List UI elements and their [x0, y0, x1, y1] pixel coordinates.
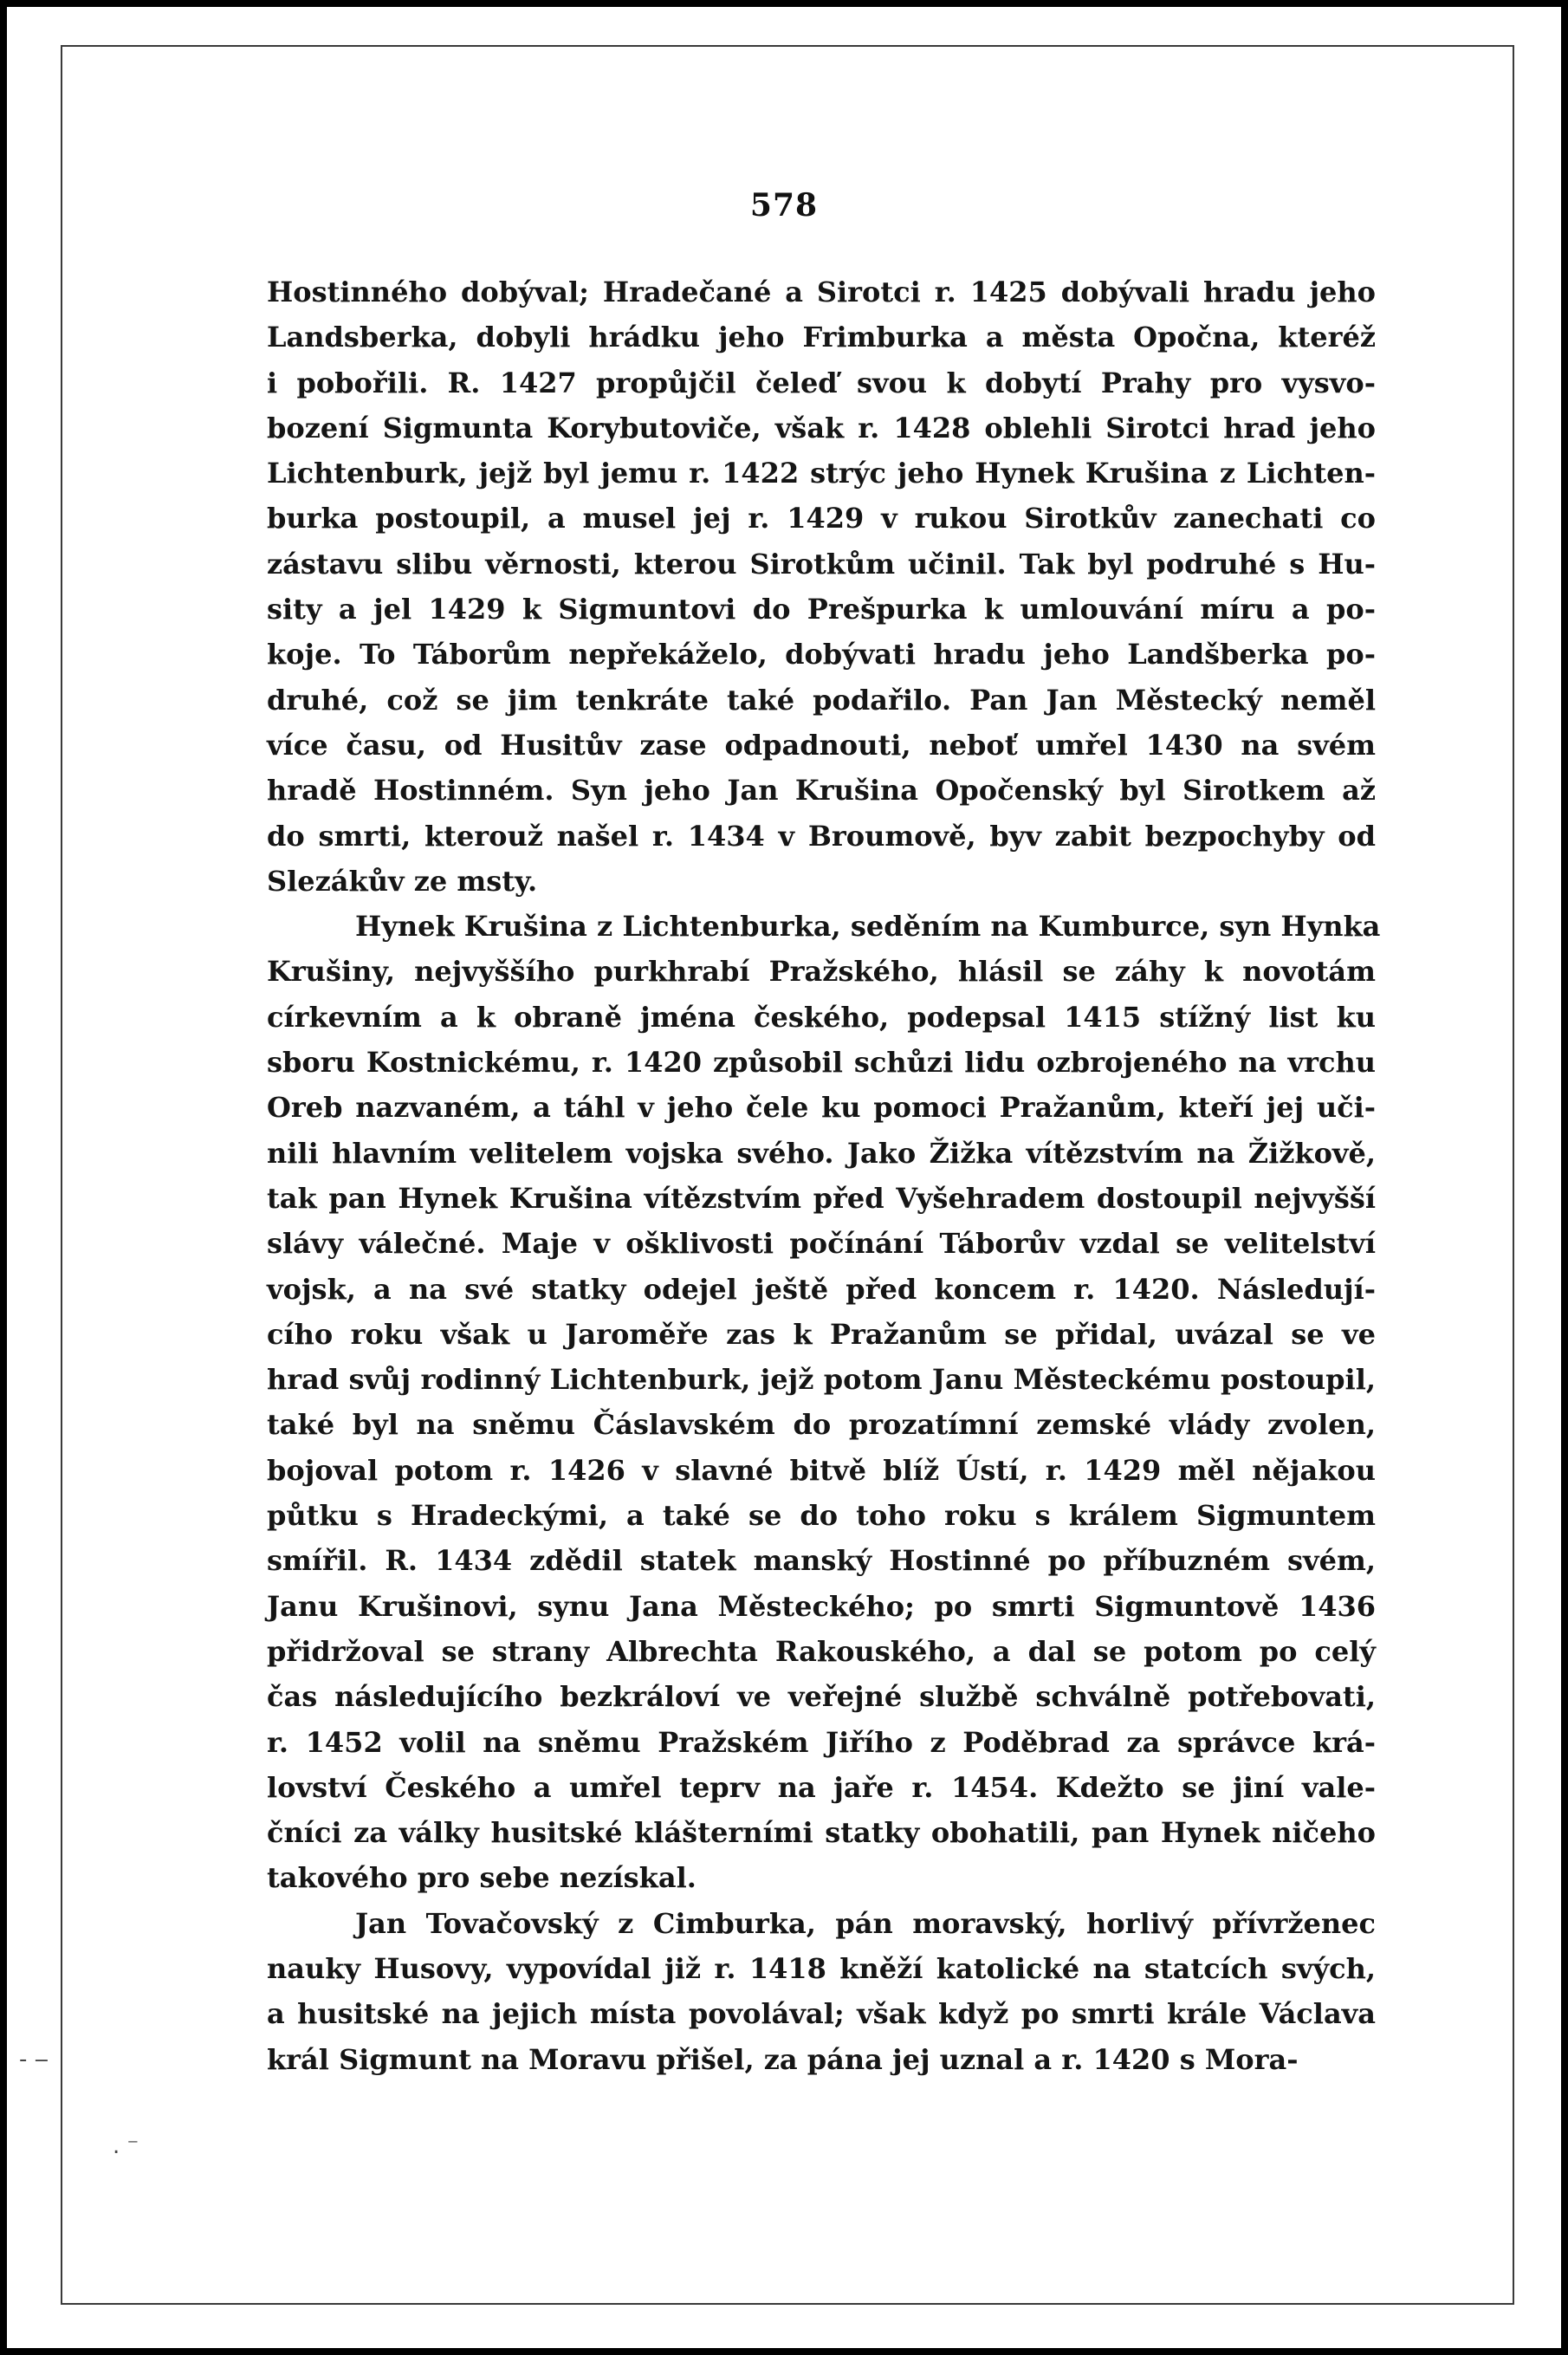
text-line: Oreb nazvaném, a táhl v jeho čele ku pomoci Pražanům, kteří jej uči- — [267, 1091, 1376, 1125]
text-line: druhé, což se jim tenkráte také podařilo. Pan Jan Městecký neměl — [267, 683, 1376, 717]
paragraph — [267, 1901, 1376, 2082]
page-number: 578 — [749, 187, 819, 224]
text-line: takového pro sebe nezískal. — [267, 1861, 697, 1895]
text-line: lovství Českého a umřel teprv na jaře r. 1454. Kdežto se jiní vale- — [267, 1770, 1376, 1804]
text-line: hrad svůj rodinný Lichtenburk, jejž potom Janu Městeckému postoupil, — [267, 1363, 1376, 1397]
text-line: hradě Hostinném. Syn jeho Jan Krušina Opočenský byl Sirotkem až — [267, 774, 1376, 808]
text-line: nauky Husovy, vypovídal již r. 1418 kněží katolické na statcích svých, — [267, 1951, 1376, 1985]
paragraph — [267, 904, 1381, 1901]
text-line: nili hlavním velitelem vojska svého. Jako Žižka vítězstvím na Žižkově, — [267, 1136, 1376, 1170]
text-line: také byl na sněmu Čáslavském do prozatímní zemské vlády zvolen, — [267, 1408, 1376, 1442]
text-line: burka postoupil, a musel jej r. 1429 v rukou Sirotkův zanechati co — [267, 502, 1376, 535]
body-text — [267, 269, 1381, 2082]
text-line: koje. To Táborům nepřekáželo, dobývati hradu jeho Landšberka po- — [267, 638, 1376, 671]
text-line: r. 1452 volil na sněmu Pražském Jiřího z Poděbrad za správce krá- — [267, 1725, 1376, 1759]
text-line: smířil. R. 1434 zdědil statek manský Hostinné po příbuzném svém, — [267, 1544, 1376, 1578]
text-line: sity a jel 1429 k Sigmuntovi do Prešpurka k umlouvání míru a po- — [267, 593, 1376, 626]
margin-mark: . ⁻ — [113, 2133, 139, 2159]
text-line: tak pan Hynek Krušina vítězstvím před Vyšehradem dostoupil nejvyšší — [267, 1181, 1376, 1215]
text-line: Krušiny, nejvyššího purkhrabí Pražského, hlásil se záhy k novotám — [267, 955, 1376, 989]
page-sheet — [7, 7, 1561, 2348]
text-line: sboru Kostnickému, r. 1420 způsobil schůzi lidu ozbrojeného na vrchu — [267, 1046, 1376, 1080]
text-line: bození Sigmunta Korybutoviče, však r. 1428 oblehli Sirotci hrad jeho — [267, 411, 1376, 444]
text-line: a husitské na jejich místa povolával; však když po smrti krále Václava — [267, 1997, 1376, 2031]
text-line: Janu Krušinovi, synu Jana Městeckého; po smrti Sigmuntově 1436 — [267, 1589, 1376, 1623]
text-line: Landsberka, dobyli hrádku jeho Frimburka a města Opočna, kteréž — [267, 321, 1376, 354]
text-line: církevním a k obraně jména českého, podepsal 1415 stížný list ku — [267, 1000, 1376, 1034]
paragraph — [267, 269, 1376, 904]
text-line: Hynek Krušina z Lichtenburka, seděním na Kumburce, syn Hynka — [355, 910, 1381, 944]
text-line: cího roku však u Jaroměře zas k Pražanům se přidal, uvázal se ve — [267, 1317, 1376, 1351]
text-line: král Sigmunt na Moravu přišel, za pána jej uznal a r. 1420 s Mora- — [267, 2042, 1299, 2076]
text-line: přidržoval se strany Albrechta Rakouského, a dal se potom po celý — [267, 1634, 1376, 1668]
text-line: čníci za války husitské klášterními statky obohatili, pan Hynek ničeho — [267, 1816, 1376, 1850]
text-line: čas následujícího bezkráloví ve veřejné službě schválně potřebovati, — [267, 1680, 1376, 1714]
text-line: Lichtenburk, jejž byl jemu r. 1422 strýc jeho Hynek Krušina z Lichten- — [267, 457, 1376, 490]
text-line: více času, od Husitův zase odpadnouti, neboť umřel 1430 na svém — [267, 728, 1376, 762]
text-line: slávy válečné. Maje v ošklivosti počínání Táborův vzdal se velitelství — [267, 1227, 1376, 1261]
text-line: Jan Tovačovský z Cimburka, pán moravský, horlivý přívrženec — [355, 1906, 1376, 1940]
text-line: i pobořili. R. 1427 propůjčil čeleď svou k dobytí Prahy pro vysvo- — [267, 366, 1376, 399]
text-line: vojsk, a na své statky odejel ještě před koncem r. 1420. Následují- — [267, 1272, 1376, 1306]
margin-mark: - ‒ — [19, 2047, 49, 2073]
text-line: do smrti, kterouž našel r. 1434 v Broumově, byv zabit bezpochyby od — [267, 819, 1376, 853]
text-line: zástavu slibu věrnosti, kterou Sirotkům učinil. Tak byl podruhé s Hu- — [267, 547, 1376, 581]
text-line: bojoval potom r. 1426 v slavné bitvě blíž Ústí, r. 1429 měl nějakou — [267, 1453, 1376, 1487]
text-line: půtku s Hradeckými, a také se do toho roku s králem Sigmuntem — [267, 1499, 1376, 1533]
text-line: Hostinného dobýval; Hradečané a Sirotci r. 1425 dobývali hradu jeho — [267, 276, 1376, 308]
text-line: Slezákův ze msty. — [267, 864, 538, 898]
